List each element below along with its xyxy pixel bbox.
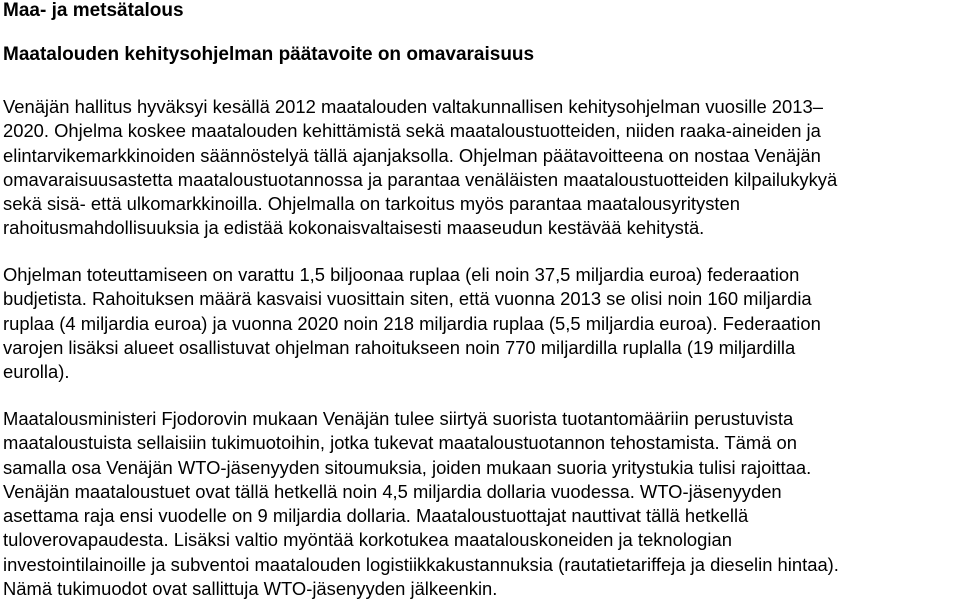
paragraph-subsidies: [3, 407, 955, 601]
text-line: eurolla).: [3, 361, 70, 383]
text-line: elintarvikemarkkinoiden säännöstelyä tällä ajanjaksolla. Ohjelman päätavoitteena on nostaa Venäjän: [3, 144, 821, 166]
text-line: maataloustuista sellaisiin tukimuotoihin, jotka tukevat maataloustuotannon tehostamista. Tämä on: [3, 432, 797, 454]
text-line: Ohjelman toteuttamiseen on varattu 1,5 biljoonaa ruplaa (eli noin 37,5 miljardia euroa) federaation: [3, 264, 800, 285]
text-line: investointilainoille ja subventoi maatalouden logistiikkakustannuksia (rautatietariffeja ja dieselin hintaa).: [3, 553, 839, 575]
article-title: Maatalouden kehitysohjelman päätavoite on omavaraisuus: [3, 44, 535, 65]
text-line: varojen lisäksi alueet osallistuvat ohjelman rahoitukseen noin 770 miljardilla ruplalla (19 miljardilla: [3, 336, 796, 358]
paragraph-program-overview: [3, 95, 955, 241]
text-line: Venäjän maataloustuet ovat tällä hetkellä noin 4,5 miljardia dollaria vuodessa. WTO-jäsenyyden: [3, 480, 782, 502]
text-line: Maatalousministeri Fjodorovin mukaan Venäjän tulee siirtyä suorista tuotantomääriin perustuvista: [3, 408, 794, 429]
section-heading: Maa- ja metsätalous: [3, 0, 184, 21]
text-line: budjetista. Rahoituksen määrä kasvaisi vuosittain siten, että vuonna 2013 se olisi noin 160 miljardia: [3, 288, 812, 310]
text-line: samalla osa Venäjän WTO-jäsenyyden sitoumuksia, joiden mukaan suoria yritystukia tulisi rajoittaa.: [3, 456, 812, 478]
text-line: asettama raja ensi vuodelle on 9 miljardia dollaria. Maataloustuottajat nauttivat tällä hetkellä: [3, 505, 749, 527]
text-line: tuloverovapaudesta. Lisäksi valtio myöntää korkotukea maatalouskoneiden ja teknologian: [3, 529, 732, 551]
paragraph-funding: [3, 263, 955, 384]
text-line: Venäjän hallitus hyväksyi kesällä 2012 maatalouden valtakunnallisen kehitysohjelman vuosille 2013–: [3, 96, 823, 117]
text-line: omavaraisuusastetta maataloustuotannossa ja parantaa venäläisten maataloustuotteiden kilpailukykyä: [3, 168, 838, 190]
text-line: Nämä tukimuodot ovat sallittuja WTO-jäsenyyden jälkeenkin.: [3, 578, 498, 600]
text-line: rahoitusmahdollisuuksia ja edistää kokonaisvaltaisesti maaseudun kestävää kehitystä.: [3, 217, 705, 239]
text-line: 2020. Ohjelma koskee maatalouden kehittämistä sekä maataloustuotteiden, niiden raaka-aineiden ja: [3, 120, 821, 142]
text-line: ruplaa (4 miljardia euroa) ja vuonna 2020 noin 218 miljardia ruplaa (5,5 miljardia euroa). Federaation: [3, 312, 821, 334]
text-line: sekä sisä- että ulkomarkkinoilla. Ohjelmalla on tarkoitus myös parantaa maatalousyritysten: [3, 193, 740, 215]
